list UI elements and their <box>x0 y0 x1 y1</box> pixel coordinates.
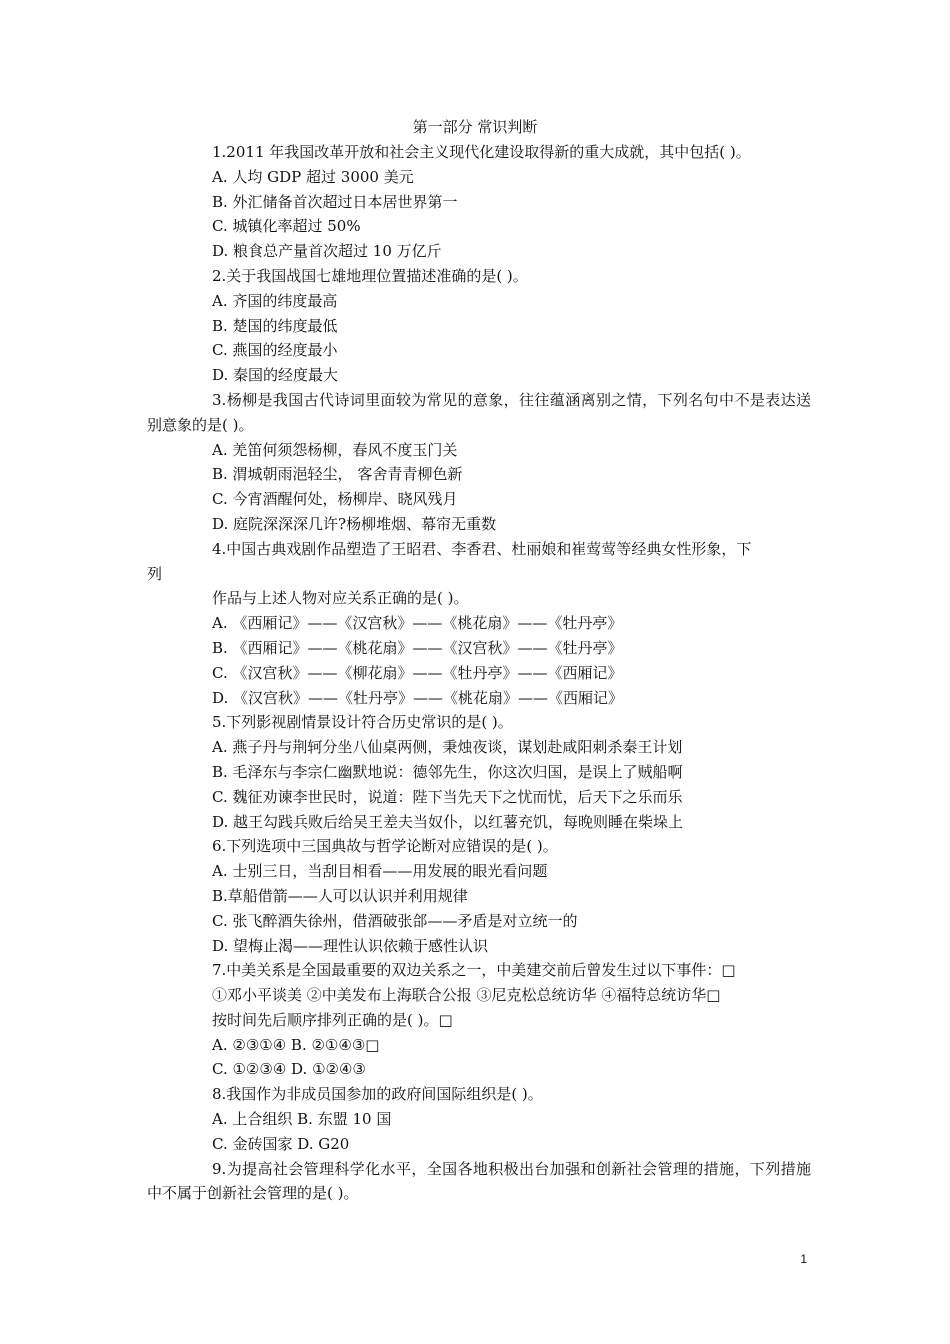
option-item: C. 今宵酒醒何处，杨柳岸、晓风残月 <box>212 490 458 509</box>
question-stem-wrap: 列 <box>147 564 163 583</box>
option-item: A. ②③①④ B. ②①④③□ <box>212 1035 380 1054</box>
option-item: D. 越王勾践兵败后给吴王差夫当奴仆，以红薯充饥，每晚则睡在柴垛上 <box>212 812 684 831</box>
option-item: A. 《西厢记》——《汉宫秋》——《桃花扇》——《牡丹亭》 <box>212 614 623 633</box>
option-item: D. 庭院深深深几许?杨柳堆烟、幕帘无重数 <box>212 514 497 533</box>
option-item: C. 城镇化率超过 50% <box>212 217 361 236</box>
question-stem: 3.杨柳是我国古代诗词里面较为常见的意象，往往蕴涵离别之情，下列名句中不是表达送别意象的是( )。 <box>147 390 811 434</box>
page-number: 1 <box>800 1252 807 1266</box>
option-item: B. 楚国的纬度最低 <box>212 316 338 335</box>
option-item: C. 魏征劝谏李世民时，说道：陛下当先天下之忧而忧，后天下之乐而乐 <box>212 787 683 806</box>
event-list: ①邓小平谈美 ②中美发布上海联合公报 ③尼克松总统访华 ④福特总统访华□ <box>212 986 721 1005</box>
question-stem: 6.下列选项中三国典故与哲学论断对应错误的是( )。 <box>212 837 558 856</box>
option-item: D. 《汉宫秋》——《牡丹亭》——《桃花扇》——《西厢记》 <box>212 688 624 707</box>
option-item: C. 燕国的经度最小 <box>212 341 338 360</box>
option-item: B.草船借箭——人可以认识并利用规律 <box>212 886 468 905</box>
option-item: B. 毛泽东与李宗仁幽默地说：德邻先生，你这次归国，是误上了贼船啊 <box>212 762 683 781</box>
option-item: C. 《汉宫秋》——《柳花扇》——《牡丹亭》——《西厢记》 <box>212 663 623 682</box>
question-stem-continued: 作品与上述人物对应关系正确的是( )。 <box>212 589 469 608</box>
question-stem: 8.我国作为非成员国参加的政府间国际组织是( )。 <box>212 1085 543 1104</box>
question-list <box>147 140 811 1206</box>
question-stem: 2.关于我国战国七雄地理位置描述准确的是( )。 <box>212 266 528 285</box>
option-item: D. 秦国的经度最大 <box>212 366 339 385</box>
option-item: D. 粮食总产量首次超过 10 万亿斤 <box>212 242 442 261</box>
question-stem: 9.为提高社会管理科学化水平，全国各地积极出台加强和创新社会管理的措施，下列措施中不属于创新社会管理的是( )。 <box>147 1159 811 1203</box>
option-item: C. 金砖国家 D. G20 <box>212 1134 350 1153</box>
option-item: B. 渭城朝雨浥轻尘， 客舍青青柳色新 <box>212 465 463 484</box>
question-stem: 7.中美关系是全国最重要的双边关系之一，中美建交前后曾发生过以下事件：□ <box>212 961 736 980</box>
option-item: D. 望梅止渴——理性认识依赖于感性认识 <box>212 936 489 955</box>
option-item: A. 士别三日，当刮目相看——用发展的眼光看问题 <box>212 862 548 881</box>
option-item: A. 人均 GDP 超过 3000 美元 <box>212 167 414 186</box>
option-item: A. 齐国的纬度最高 <box>212 291 338 310</box>
option-item: A. 上合组织 B. 东盟 10 国 <box>212 1110 392 1129</box>
question-stem-continued: 按时间先后顺序排列正确的是( )。□ <box>212 1010 453 1029</box>
option-item: A. 燕子丹与荆轲分坐八仙桌两侧，秉烛夜谈，谋划赴咸阳刺杀秦王计划 <box>212 738 683 757</box>
question-stem: 4.中国古典戏剧作品塑造了王昭君、李香君、杜丽娘和崔莺莺等经典女性形象，下 <box>212 539 752 558</box>
question-stem: 5.下列影视剧情景设计符合历史常识的是( )。 <box>212 713 513 732</box>
option-item: C. ①②③④ D. ①②④③ <box>212 1060 366 1079</box>
section-title: 第一部分 常识判断 <box>412 118 538 136</box>
question-stem: 1.2011 年我国改革开放和社会主义现代化建设取得新的重大成就，其中包括( )。 <box>212 143 751 161</box>
option-item: B. 外汇储备首次超过日本居世界第一 <box>212 192 458 211</box>
option-item: B. 《西厢记》——《桃花扇》——《汉宫秋》——《牡丹亭》 <box>212 638 623 657</box>
option-item: A. 羌笛何须怨杨柳，春风不度玉门关 <box>212 440 458 459</box>
option-item: C. 张飞醉酒失徐州，借酒破张郃——矛盾是对立统一的 <box>212 911 578 930</box>
